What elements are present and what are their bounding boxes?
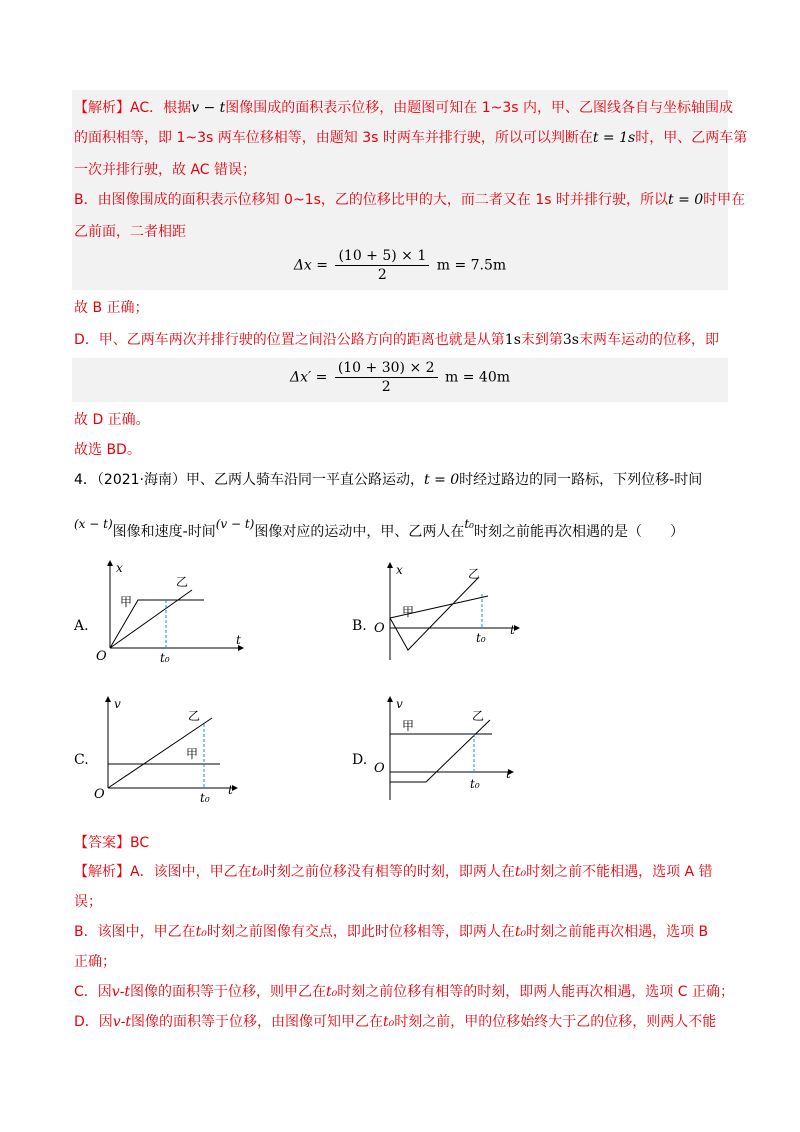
option-a-label: A.	[74, 618, 89, 634]
graph-d-t-label: t	[506, 767, 511, 781]
analysis-line-5: 乙前面，二者相距	[74, 224, 186, 240]
graph-a	[90, 558, 250, 668]
analysis-line-2: 的面积相等，即 1~3s 两车位移相等，由题知 3s 时两车并排行驶，所以可以判断在t = 1s时，甲、乙两车第	[74, 130, 748, 146]
question-line-2: (x − t)图像和速度-时间(v − t)图像对应的运动中，甲、乙两人在t₀时刻之前能再次相遇的是（ ）	[74, 517, 684, 540]
answer-line-3: 误；	[74, 894, 102, 910]
graph-a-t0: t₀	[160, 651, 170, 665]
formula-1: Δx = $\frac{(10 + 5) \times 1}{2}$ m = 7.5m	[293, 248, 507, 283]
analysis-line-8: 故 D 正确。	[74, 412, 150, 428]
graph-b-jia: 甲	[402, 605, 415, 619]
graph-a-origin: O	[96, 649, 107, 664]
graph-d-v-label: v	[396, 697, 403, 711]
analysis-line-3: 一次并排行驶，故 AC 错误；	[74, 162, 257, 178]
graph-c-jia: 甲	[186, 747, 199, 761]
graph-d-yi: 乙	[472, 709, 485, 723]
answer-line-4: B．该图中，甲乙在t₀时刻之前图像有交点，即此时位移相等，即两人在t₀时刻之前能再次相遇，选项 B	[74, 924, 709, 940]
graph-b-t-label: t	[510, 623, 515, 637]
option-c-label: C.	[74, 752, 89, 768]
graph-d-origin: O	[374, 761, 385, 776]
analysis-line-6: 故 B 正确；	[74, 300, 149, 316]
question-line-1: 4．（2021·海南）甲、乙两人骑车沿同一平直公路运动，t = 0时经过路边的同一路标，下列位移-时间	[74, 472, 703, 488]
graph-a-x-label: x	[116, 561, 123, 575]
formula-2: Δx′ = $\frac{(10 + 30) \times 2}{2}$ m = 40m	[289, 360, 510, 395]
analysis-line-9: 故选 BD。	[74, 442, 141, 458]
graph-a-t-label: t	[236, 633, 241, 647]
analysis-line-1: 【解析】AC．根据v − t图像围成的面积表示位移，由题图可知在 1~3s 内，甲、乙图线各自与坐标轴围成	[74, 100, 734, 116]
answer-line-6: C．因v-t图像的面积等于位移，则甲乙在t₀时刻之前位移有相等的时刻，即两人能再次相遇，选项 C 正确；	[74, 984, 734, 1000]
graph-b	[368, 558, 528, 668]
analysis-line-4: B．由图像围成的面积表示位移知 0~1s，乙的位移比甲的大，而二者又在 1s 时并排行驶，所以t = 0时甲在	[74, 192, 746, 208]
graph-c	[90, 692, 250, 804]
graph-c-yi: 乙	[188, 709, 201, 723]
graph-d	[368, 692, 528, 804]
graph-d-jia: 甲	[402, 719, 415, 733]
graph-a-jia: 甲	[120, 595, 133, 609]
graph-c-v-label: v	[114, 697, 121, 711]
graph-a-yi: 乙	[176, 575, 189, 589]
graph-b-t0: t₀	[476, 631, 486, 645]
graph-c-t-label: t	[228, 783, 233, 797]
option-d-label: D.	[352, 752, 368, 768]
answer-line-1: 【答案】BC	[74, 835, 150, 851]
answer-line-5: 正确；	[74, 954, 116, 970]
graph-b-yi: 乙	[468, 567, 481, 581]
analysis-line-7: D．甲、乙两车两次并排行驶的位置之间沿公路方向的距离也就是从第1s末到第3s末两车运动的位移，即	[74, 332, 719, 348]
graph-c-t0: t₀	[200, 791, 210, 804]
option-b-label: B.	[352, 618, 367, 634]
graph-d-t0: t₀	[470, 777, 480, 791]
answer-line-7: D．因v-t图像的面积等于位移，由图像可知甲乙在t₀时刻之前，甲的位移始终大于乙的位移，则两人不能	[74, 1014, 717, 1030]
answer-line-2: 【解析】A．该图中，甲乙在t₀时刻之前位移没有相等的时刻，即两人在t₀时刻之前不能相遇，选项 A 错	[74, 864, 713, 880]
graph-b-x-label: x	[396, 563, 403, 577]
graph-b-origin: O	[374, 621, 385, 636]
graph-c-origin: O	[94, 787, 105, 802]
